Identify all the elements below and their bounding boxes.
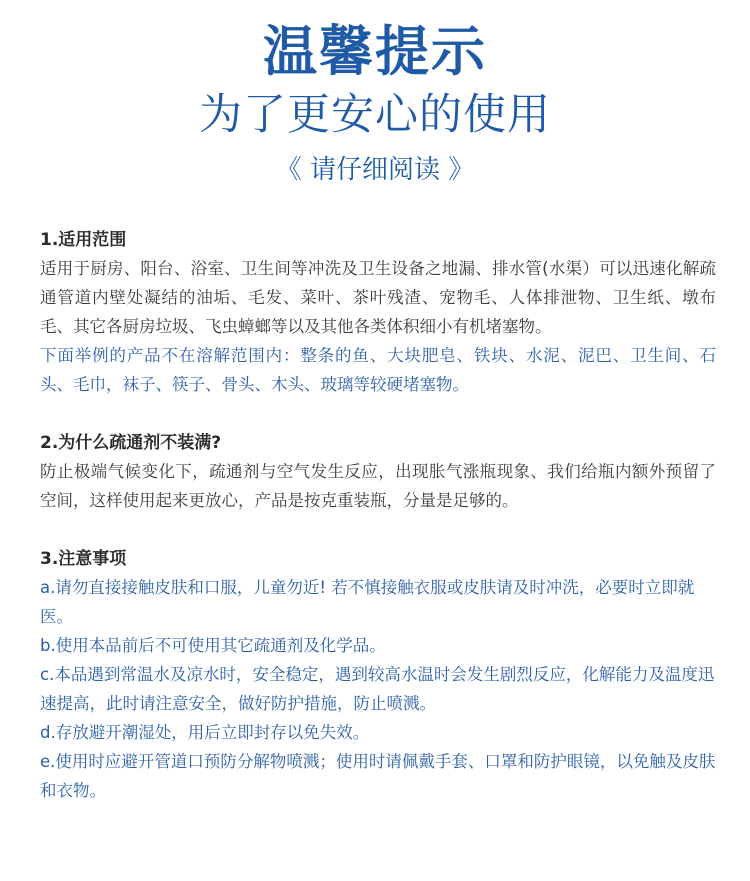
- section-not-full: [40, 429, 716, 515]
- not-full-paragraph: 防止极端气候变化下，疏通剂与空气发生反应，出现胀气涨瓶现象、我们给瓶内额外预留了空间，这样使用起来更放心，产品是按克重装瓶，分量是足够的。: [40, 462, 716, 510]
- section-title: 3.注意事项: [40, 549, 127, 569]
- section-title: 2.为什么疏通剂不装满?: [40, 433, 222, 453]
- precaution-item: a.请勿直接接触皮肤和口服，儿童勿近! 若不慎接触衣服或皮肤请及时冲洗，必要时立即就医。: [40, 578, 695, 626]
- page-title: 温馨提示: [263, 20, 487, 83]
- section-scope: [40, 226, 716, 399]
- precaution-item: e.使用时应避开管道口预防分解物喷溅；使用时请佩戴手套、口罩和防护眼镜，以免触及皮肤和衣物。: [40, 752, 716, 800]
- content-body: [40, 226, 716, 835]
- page-subtitle: 为了更安心的使用: [199, 90, 551, 140]
- precaution-item: b.使用本品前后不可使用其它疏通剂及化学品。: [40, 636, 386, 655]
- section-title: 1.适用范围: [40, 230, 127, 250]
- section-precautions: [40, 545, 716, 805]
- precaution-item: d.存放避开潮湿处，用后立即封存以免失效。: [40, 723, 370, 742]
- reading-note: 《 请仔细阅读 》: [275, 155, 475, 185]
- scope-paragraph: 适用于厨房、阳台、浴室、卫生间等冲洗及卫生设备之地漏、排水管(水渠）可以迅速化解疏通管道内壁处凝结的油垢、毛发、菜叶、茶叶残渣、宠物毛、人体排泄物、卫生纸、墩布毛、其它各厨房垃圾、飞虫蟑螂等以及其他各类体积细小有机堵塞物。: [40, 259, 716, 336]
- precaution-item: c.本品遇到常温水及凉水时，安全稳定，遇到较高水温时会发生剧烈反应，化解能力及温度迅速提高，此时请注意安全，做好防护措施，防止喷溅。: [40, 665, 715, 713]
- scope-exclusions: 下面举例的产品不在溶解范围内：整条的鱼、大块肥皂、铁块、水泥、泥巴、卫生间、石头、毛巾，袜子、筷子、骨头、木头、玻璃等较硬堵塞物。: [40, 346, 716, 394]
